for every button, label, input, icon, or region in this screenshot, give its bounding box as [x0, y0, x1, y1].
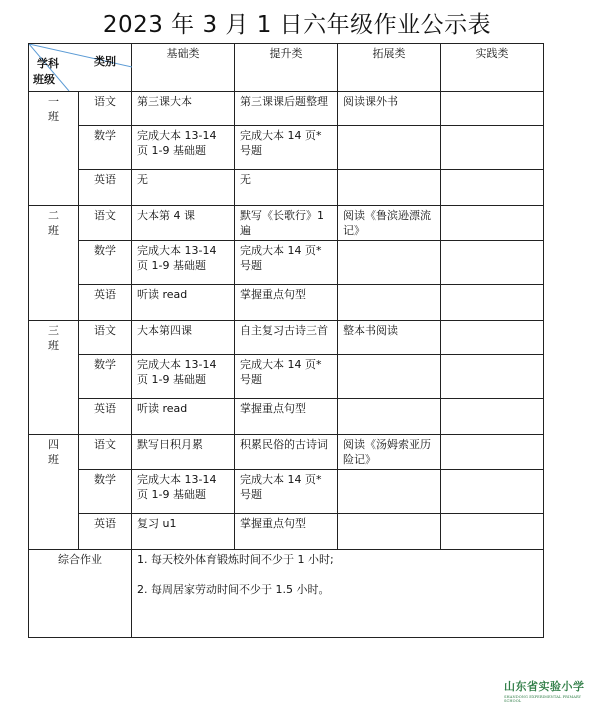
- practice-cell: [441, 206, 544, 241]
- expand-cell: [338, 355, 441, 399]
- subject-cell: 数学: [79, 355, 132, 399]
- improve-cell: 第三课课后题整理: [235, 92, 338, 126]
- practice-cell: [441, 514, 544, 550]
- header-practice: 实践类: [441, 44, 544, 92]
- subject-cell: 英语: [79, 285, 132, 321]
- practice-cell: [441, 285, 544, 321]
- class-name-line2: 班: [48, 453, 59, 466]
- table-row: [29, 355, 544, 399]
- summary-label: 综合作业: [29, 550, 132, 638]
- subject-cell: 语文: [79, 92, 132, 126]
- header-corner-cell: [29, 44, 132, 92]
- expand-cell: [338, 470, 441, 514]
- basic-cell: 完成大本 13-14 页 1-9 基础题: [132, 355, 235, 399]
- basic-cell: 大本第 4 课: [132, 206, 235, 241]
- expand-cell: [338, 514, 441, 550]
- corner-class-label: 班级: [33, 73, 55, 86]
- class-name-line2: 班: [48, 224, 59, 237]
- improve-cell: 完成大本 14 页*号题: [235, 241, 338, 285]
- header-improve: 提升类: [235, 44, 338, 92]
- expand-cell: 整本书阅读: [338, 321, 441, 355]
- basic-cell: 大本第四课: [132, 321, 235, 355]
- class-name-line2: 班: [48, 110, 59, 123]
- page-title: 2023 年 3 月 1 日六年级作业公示表: [102, 12, 492, 38]
- class-name-line1: 四: [48, 438, 59, 451]
- summary-row: [29, 550, 544, 638]
- improve-cell: 掌握重点句型: [235, 514, 338, 550]
- practice-cell: [441, 321, 544, 355]
- improve-cell: 积累民俗的古诗词: [235, 435, 338, 470]
- practice-cell: [441, 355, 544, 399]
- expand-cell: [338, 126, 441, 170]
- improve-cell: 掌握重点句型: [235, 285, 338, 321]
- class-name-cell: [29, 321, 79, 435]
- class-name-cell: [29, 92, 79, 206]
- corner-subject-label: 学科: [37, 57, 59, 70]
- subject-cell: 英语: [79, 514, 132, 550]
- expand-cell: 阅读《鲁滨逊漂流记》: [338, 206, 441, 241]
- improve-cell: 无: [235, 170, 338, 206]
- school-logo-en: SHANDONG EXPERIMENTAL PRIMARY SCHOOL: [504, 695, 582, 703]
- school-logo: [504, 678, 594, 703]
- class-name-line1: 一: [48, 95, 59, 108]
- expand-cell: [338, 285, 441, 321]
- corner-category-label: 类别: [94, 55, 116, 68]
- table-row: [29, 92, 544, 126]
- expand-cell: [338, 170, 441, 206]
- class-name-line2: 班: [48, 339, 59, 352]
- summary-item: 2. 每周居家劳动时间不少于 1.5 小时。: [137, 583, 330, 596]
- basic-cell: 第三课大本: [132, 92, 235, 126]
- improve-cell: 完成大本 14 页*号题: [235, 355, 338, 399]
- header-row: [29, 44, 544, 92]
- expand-cell: 阅读《汤姆索亚历险记》: [338, 435, 441, 470]
- subject-cell: 英语: [79, 170, 132, 206]
- class-name-cell: [29, 206, 79, 321]
- practice-cell: [441, 241, 544, 285]
- table-row: [29, 241, 544, 285]
- basic-cell: 无: [132, 170, 235, 206]
- practice-cell: [441, 399, 544, 435]
- expand-cell: 阅读课外书: [338, 92, 441, 126]
- basic-cell: 听读 read: [132, 285, 235, 321]
- practice-cell: [441, 126, 544, 170]
- school-logo-cn: 山东省实验小学: [504, 680, 585, 693]
- subject-cell: 数学: [79, 241, 132, 285]
- table-row: [29, 470, 544, 514]
- basic-cell: 复习 u1: [132, 514, 235, 550]
- expand-cell: [338, 241, 441, 285]
- practice-cell: [441, 170, 544, 206]
- basic-cell: 完成大本 13-14 页 1-9 基础题: [132, 241, 235, 285]
- table-row: [29, 170, 544, 206]
- improve-cell: 自主复习古诗三首: [235, 321, 338, 355]
- class-name-line1: 二: [48, 209, 59, 222]
- table-row: [29, 126, 544, 170]
- homework-table: [28, 43, 544, 638]
- expand-cell: [338, 399, 441, 435]
- table-row: [29, 285, 544, 321]
- table-row: [29, 514, 544, 550]
- practice-cell: [441, 470, 544, 514]
- summary-item: 1. 每天校外体育锻炼时间不少于 1 小时;: [137, 553, 334, 566]
- header-basic: 基础类: [132, 44, 235, 92]
- table-row: [29, 206, 544, 241]
- improve-cell: 完成大本 14 页*号题: [235, 470, 338, 514]
- improve-cell: 默写《长歌行》1 遍: [235, 206, 338, 241]
- summary-content: [132, 550, 544, 638]
- subject-cell: 语文: [79, 321, 132, 355]
- subject-cell: 语文: [79, 206, 132, 241]
- class-name-cell: [29, 435, 79, 550]
- improve-cell: 完成大本 14 页*号题: [235, 126, 338, 170]
- table-row: [29, 399, 544, 435]
- table-row: [29, 321, 544, 355]
- subject-cell: 数学: [79, 126, 132, 170]
- subject-cell: 英语: [79, 399, 132, 435]
- header-expand: 拓展类: [338, 44, 441, 92]
- table-row: [29, 435, 544, 470]
- basic-cell: 完成大本 13-14 页 1-9 基础题: [132, 470, 235, 514]
- basic-cell: 听读 read: [132, 399, 235, 435]
- basic-cell: 完成大本 13-14 页 1-9 基础题: [132, 126, 235, 170]
- subject-cell: 数学: [79, 470, 132, 514]
- subject-cell: 语文: [79, 435, 132, 470]
- practice-cell: [441, 92, 544, 126]
- basic-cell: 默写日积月累: [132, 435, 235, 470]
- improve-cell: 掌握重点句型: [235, 399, 338, 435]
- class-name-line1: 三: [48, 324, 59, 337]
- practice-cell: [441, 435, 544, 470]
